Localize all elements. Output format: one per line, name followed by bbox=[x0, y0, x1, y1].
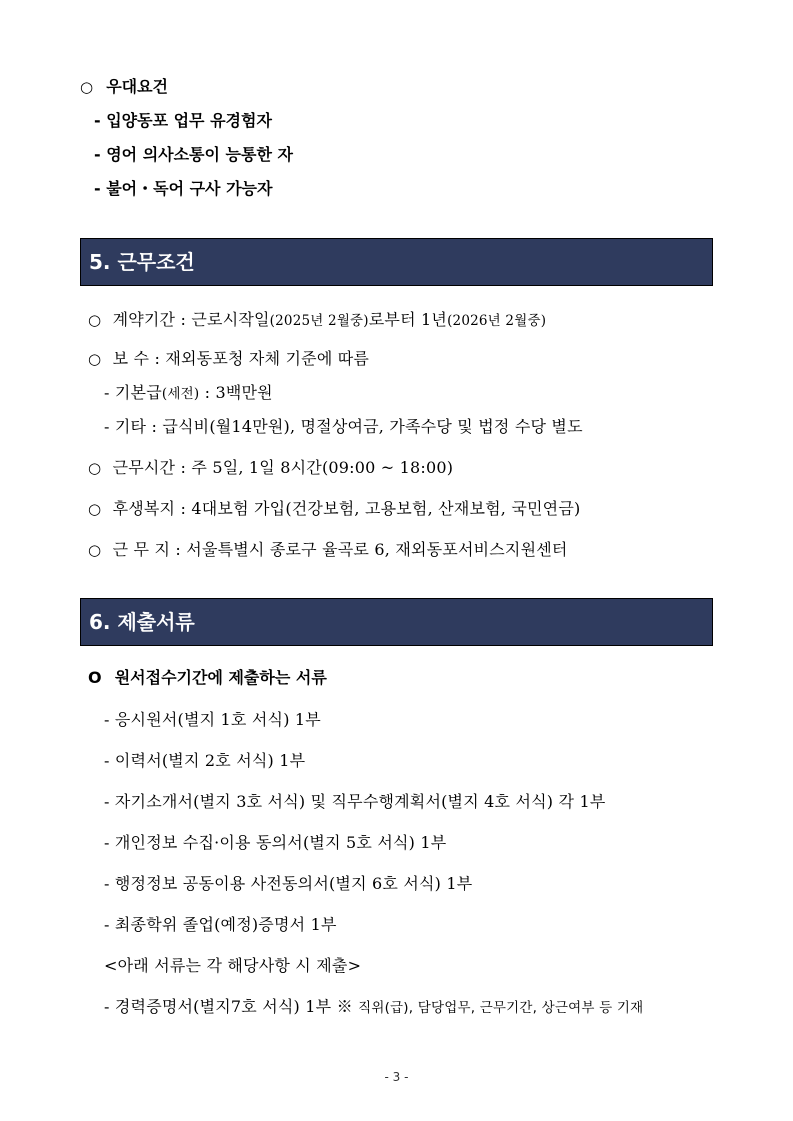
doc-item-3: - 자기소개서(별지 3호 서식) 및 직무수행계획서(별지 4호 서식) 각 1부 bbox=[104, 792, 606, 811]
bullet: ○ bbox=[88, 459, 102, 477]
place-text: 근 무 지 : 서울특별시 종로구 율곡로 6, 재외동포서비스지원센터 bbox=[112, 540, 568, 559]
section6-heading: 6. 제출서류 bbox=[80, 598, 713, 646]
page-number: - 3 - bbox=[384, 1070, 409, 1084]
submit-docs-title bbox=[88, 665, 327, 688]
preferred-title: 우대요건 bbox=[106, 77, 169, 96]
welfare-line bbox=[88, 496, 580, 519]
base-pay-paren: (세전) bbox=[161, 386, 200, 402]
doc-item-5: - 행정정보 공동이용 사전동의서(별지 6호 서식) 1부 bbox=[104, 874, 473, 893]
doc-item-1: - 응시원서(별지 1호 서식) 1부 bbox=[104, 710, 321, 729]
doc-item-4: - 개인정보 수집·이용 동의서(별지 5호 서식) 1부 bbox=[104, 833, 447, 852]
hours-text: 근무시간 : 주 5일, 1일 8시간(09:00 ~ 18:00) bbox=[112, 458, 454, 477]
preferred-section bbox=[80, 74, 168, 97]
submit-title: 원서접수기간에 제출하는 서류 bbox=[114, 668, 327, 687]
preferred-item-1: - 입양동포 업무 유경험자 bbox=[94, 111, 272, 130]
contract-end: (2026년 2월중) bbox=[447, 313, 547, 329]
career-cert-line bbox=[104, 994, 643, 1017]
bullet: ○ bbox=[88, 541, 102, 559]
contract-mid: 로부터 1년 bbox=[368, 310, 448, 329]
doc-item-6: - 최종학위 졸업(예정)증명서 1부 bbox=[104, 915, 337, 934]
conditional-docs-note: <아래 서류는 각 해당사항 시 제출> bbox=[104, 956, 362, 975]
pay-text: 보 수 : 재외동포청 자체 기준에 따름 bbox=[112, 349, 370, 368]
place-line bbox=[88, 537, 568, 560]
contract-main: 계약기간 : 근로시작일 bbox=[112, 310, 270, 329]
submit-bullet: O bbox=[88, 668, 102, 687]
preferred-item-2: - 영어 의사소통이 능통한 자 bbox=[94, 145, 293, 164]
base-pay-line bbox=[104, 380, 273, 403]
other-pay-line: - 기타 : 급식비(월14만원), 명절상여금, 가족수당 및 법정 수당 별도 bbox=[104, 417, 583, 436]
hours-line bbox=[88, 455, 453, 478]
base-pay-rest: : 3백만원 bbox=[199, 383, 273, 402]
section5-heading: 5. 근무조건 bbox=[80, 238, 713, 286]
preferred-item-3: - 불어・독어 구사 가능자 bbox=[94, 179, 273, 198]
career-cert-main: - 경력증명서(별지7호 서식) 1부 ※ bbox=[104, 997, 359, 1016]
base-pay-main: - 기본급 bbox=[104, 383, 162, 402]
contract-start: (2025년 2월중) bbox=[269, 313, 369, 329]
preferred-bullet: ○ bbox=[80, 78, 94, 96]
bullet: ○ bbox=[88, 311, 102, 329]
bullet: ○ bbox=[88, 500, 102, 518]
welfare-text: 후생복지 : 4대보험 가입(건강보험, 고용보험, 산재보험, 국민연금) bbox=[112, 499, 581, 518]
pay-line bbox=[88, 346, 369, 369]
contract-line bbox=[88, 307, 546, 330]
career-cert-note: 직위(급), 담당업무, 근무기간, 상근여부 등 기재 bbox=[358, 1000, 644, 1016]
doc-item-2: - 이력서(별지 2호 서식) 1부 bbox=[104, 751, 306, 770]
bullet: ○ bbox=[88, 350, 102, 368]
